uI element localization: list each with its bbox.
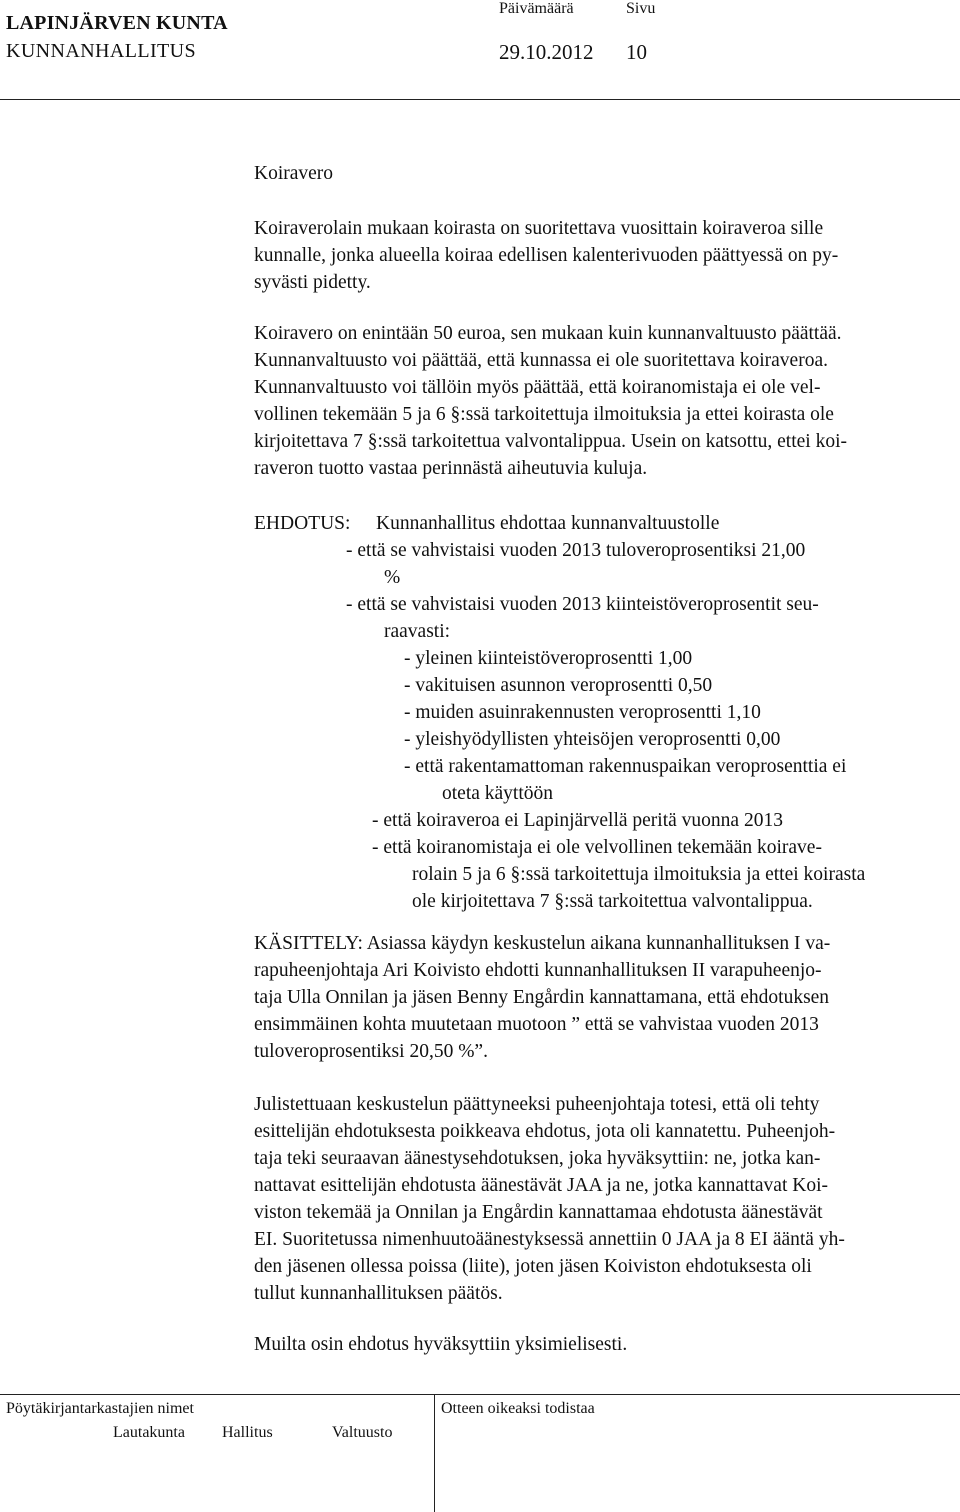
proposal-subitem: - yleinen kiinteistöveroprosentti 1,00: [404, 648, 693, 669]
proposal-item-cont: %: [384, 567, 401, 588]
paragraph-line: KÄSITTELY: Asiassa käydyn keskustelun aikana kunnanhallituksen I va-: [254, 933, 831, 954]
paragraph-line: Kunnanvaltuusto voi päättää, että kunnassa ei ole suoritettava koiraveroa.: [254, 350, 828, 371]
paragraph-line: ensimmäinen kohta muutetaan muotoon ” että se vahvistaa vuoden 2013: [254, 1014, 819, 1035]
page-label: Sivu: [626, 0, 656, 17]
proposal-item-cont: rolain 5 ja 6 §:ssä tarkoitettuja ilmoituksia ja ettei koirasta: [412, 864, 866, 885]
page-number: 10: [626, 40, 647, 64]
paragraph-line: viston tekemää ja Onnilan ja Engårdin kannattamaa ehdotusta äänestävät: [254, 1202, 823, 1223]
paragraph-line: rapuheenjohtaja Ari Koivisto ehdotti kunnanhallituksen II varapuheenjo-: [254, 960, 822, 981]
paragraph-line: tuloveroprosentiksi 20,50 %”.: [254, 1041, 488, 1062]
proposal-item-cont: raavasti:: [384, 621, 451, 642]
footer-col-council: Valtuusto: [332, 1424, 393, 1441]
header-divider: [0, 99, 960, 100]
paragraph-line: EI. Suoritetussa nimenhuutoäänestyksessä annettiin 0 JAA ja 8 EI ääntä yh-: [254, 1229, 845, 1250]
board-name: KUNNANHALLITUS: [6, 40, 197, 62]
paragraph-line: Julistettuaan keskustelun päättyneeksi puheenjohtaja totesi, että oli tehty: [254, 1094, 820, 1115]
certify-label: Otteen oikeaksi todistaa: [441, 1400, 595, 1417]
paragraph-line: tullut kunnanhallituksen päätös.: [254, 1283, 503, 1304]
proposal-item: - että koiraveroa ei Lapinjärvellä peritä vuonna 2013: [372, 810, 783, 831]
footer-divider: [434, 1394, 435, 1512]
organization-name: LAPINJÄRVEN KUNTA: [6, 12, 228, 34]
paragraph-line: Koiraverolain mukaan koirasta on suoritettava vuosittain koiraveroa sille: [254, 218, 824, 239]
paragraph-line: Koiravero on enintään 50 euroa, sen mukaan kuin kunnanvaltuusto päättää.: [254, 323, 842, 344]
paragraph-line: kunnalle, jonka alueella koiraa edellisen kalenterivuoden päättyessä on py-: [254, 245, 839, 266]
proposal-intro: Kunnanhallitus ehdottaa kunnanvaltuustolle: [376, 513, 720, 534]
paragraph-line: Kunnanvaltuusto voi tällöin myös päättää, että koiranomistaja ei ole vel-: [254, 377, 821, 398]
checkers-label: Pöytäkirjantarkastajien nimet: [6, 1400, 194, 1417]
paragraph-line: esittelijän ehdotuksesta poikkeava ehdotus, jota oli kannatettu. Puheenjoh-: [254, 1121, 836, 1142]
final-statement: Muilta osin ehdotus hyväksyttiin yksimielisesti.: [254, 1334, 628, 1355]
footer-top-border: [0, 1394, 960, 1395]
proposal-subitem: - että rakentamattoman rakennuspaikan veroprosenttia ei: [404, 756, 847, 777]
paragraph-line: syvästi pidetty.: [254, 272, 371, 293]
proposal-subitem: - yleishyödyllisten yhteisöjen veroprosentti 0,00: [404, 729, 781, 750]
proposal-subitem: - muiden asuinrakennusten veroprosentti 1,10: [404, 702, 761, 723]
paragraph-line: den jäsenen ollessa poissa (liite), joten jäsen Koiviston ehdotuksesta oli: [254, 1256, 812, 1277]
footer-col-committee: Lautakunta: [113, 1424, 185, 1441]
paragraph-line: taja Ulla Onnilan ja jäsen Benny Engårdin kannattamana, että ehdotuksen: [254, 987, 830, 1008]
paragraph-line: vollinen tekemään 5 ja 6 §:ssä tarkoitettuja ilmoituksia ja ettei koirasta ole: [254, 404, 834, 425]
date-label: Päivämäärä: [499, 0, 574, 17]
document-date: 29.10.2012: [499, 40, 594, 64]
proposal-item: - että se vahvistaisi vuoden 2013 tuloveroprosentiksi 21,00: [346, 540, 806, 561]
paragraph-line: taja teki seuraavan äänestysehdotuksen, joka hyväksyttiin: ne, jotka kan-: [254, 1148, 821, 1169]
proposal-item: - että koiranomistaja ei ole velvollinen tekemään koirave-: [372, 837, 822, 858]
proposal-item: - että se vahvistaisi vuoden 2013 kiinteistöveroprosentit seu-: [346, 594, 819, 615]
paragraph-line: raveron tuotto vastaa perinnästä aiheutuvia kuluja.: [254, 458, 648, 479]
section-heading: Koiravero: [254, 163, 334, 184]
proposal-item-cont: ole kirjoitettava 7 §:ssä tarkoitettua valvontalippua.: [412, 891, 813, 912]
proposal-label: EHDOTUS:: [254, 513, 351, 534]
paragraph-line: kirjoitettava 7 §:ssä tarkoitettua valvontalippua. Usein on katsottu, ettei koi-: [254, 431, 847, 452]
proposal-subitem-cont: oteta käyttöön: [442, 783, 554, 804]
proposal-subitem: - vakituisen asunnon veroprosentti 0,50: [404, 675, 713, 696]
footer-col-board: Hallitus: [222, 1424, 273, 1441]
paragraph-line: nattavat esittelijän ehdotusta äänestävät JAA ja ne, jotka kannattavat Koi-: [254, 1175, 828, 1196]
